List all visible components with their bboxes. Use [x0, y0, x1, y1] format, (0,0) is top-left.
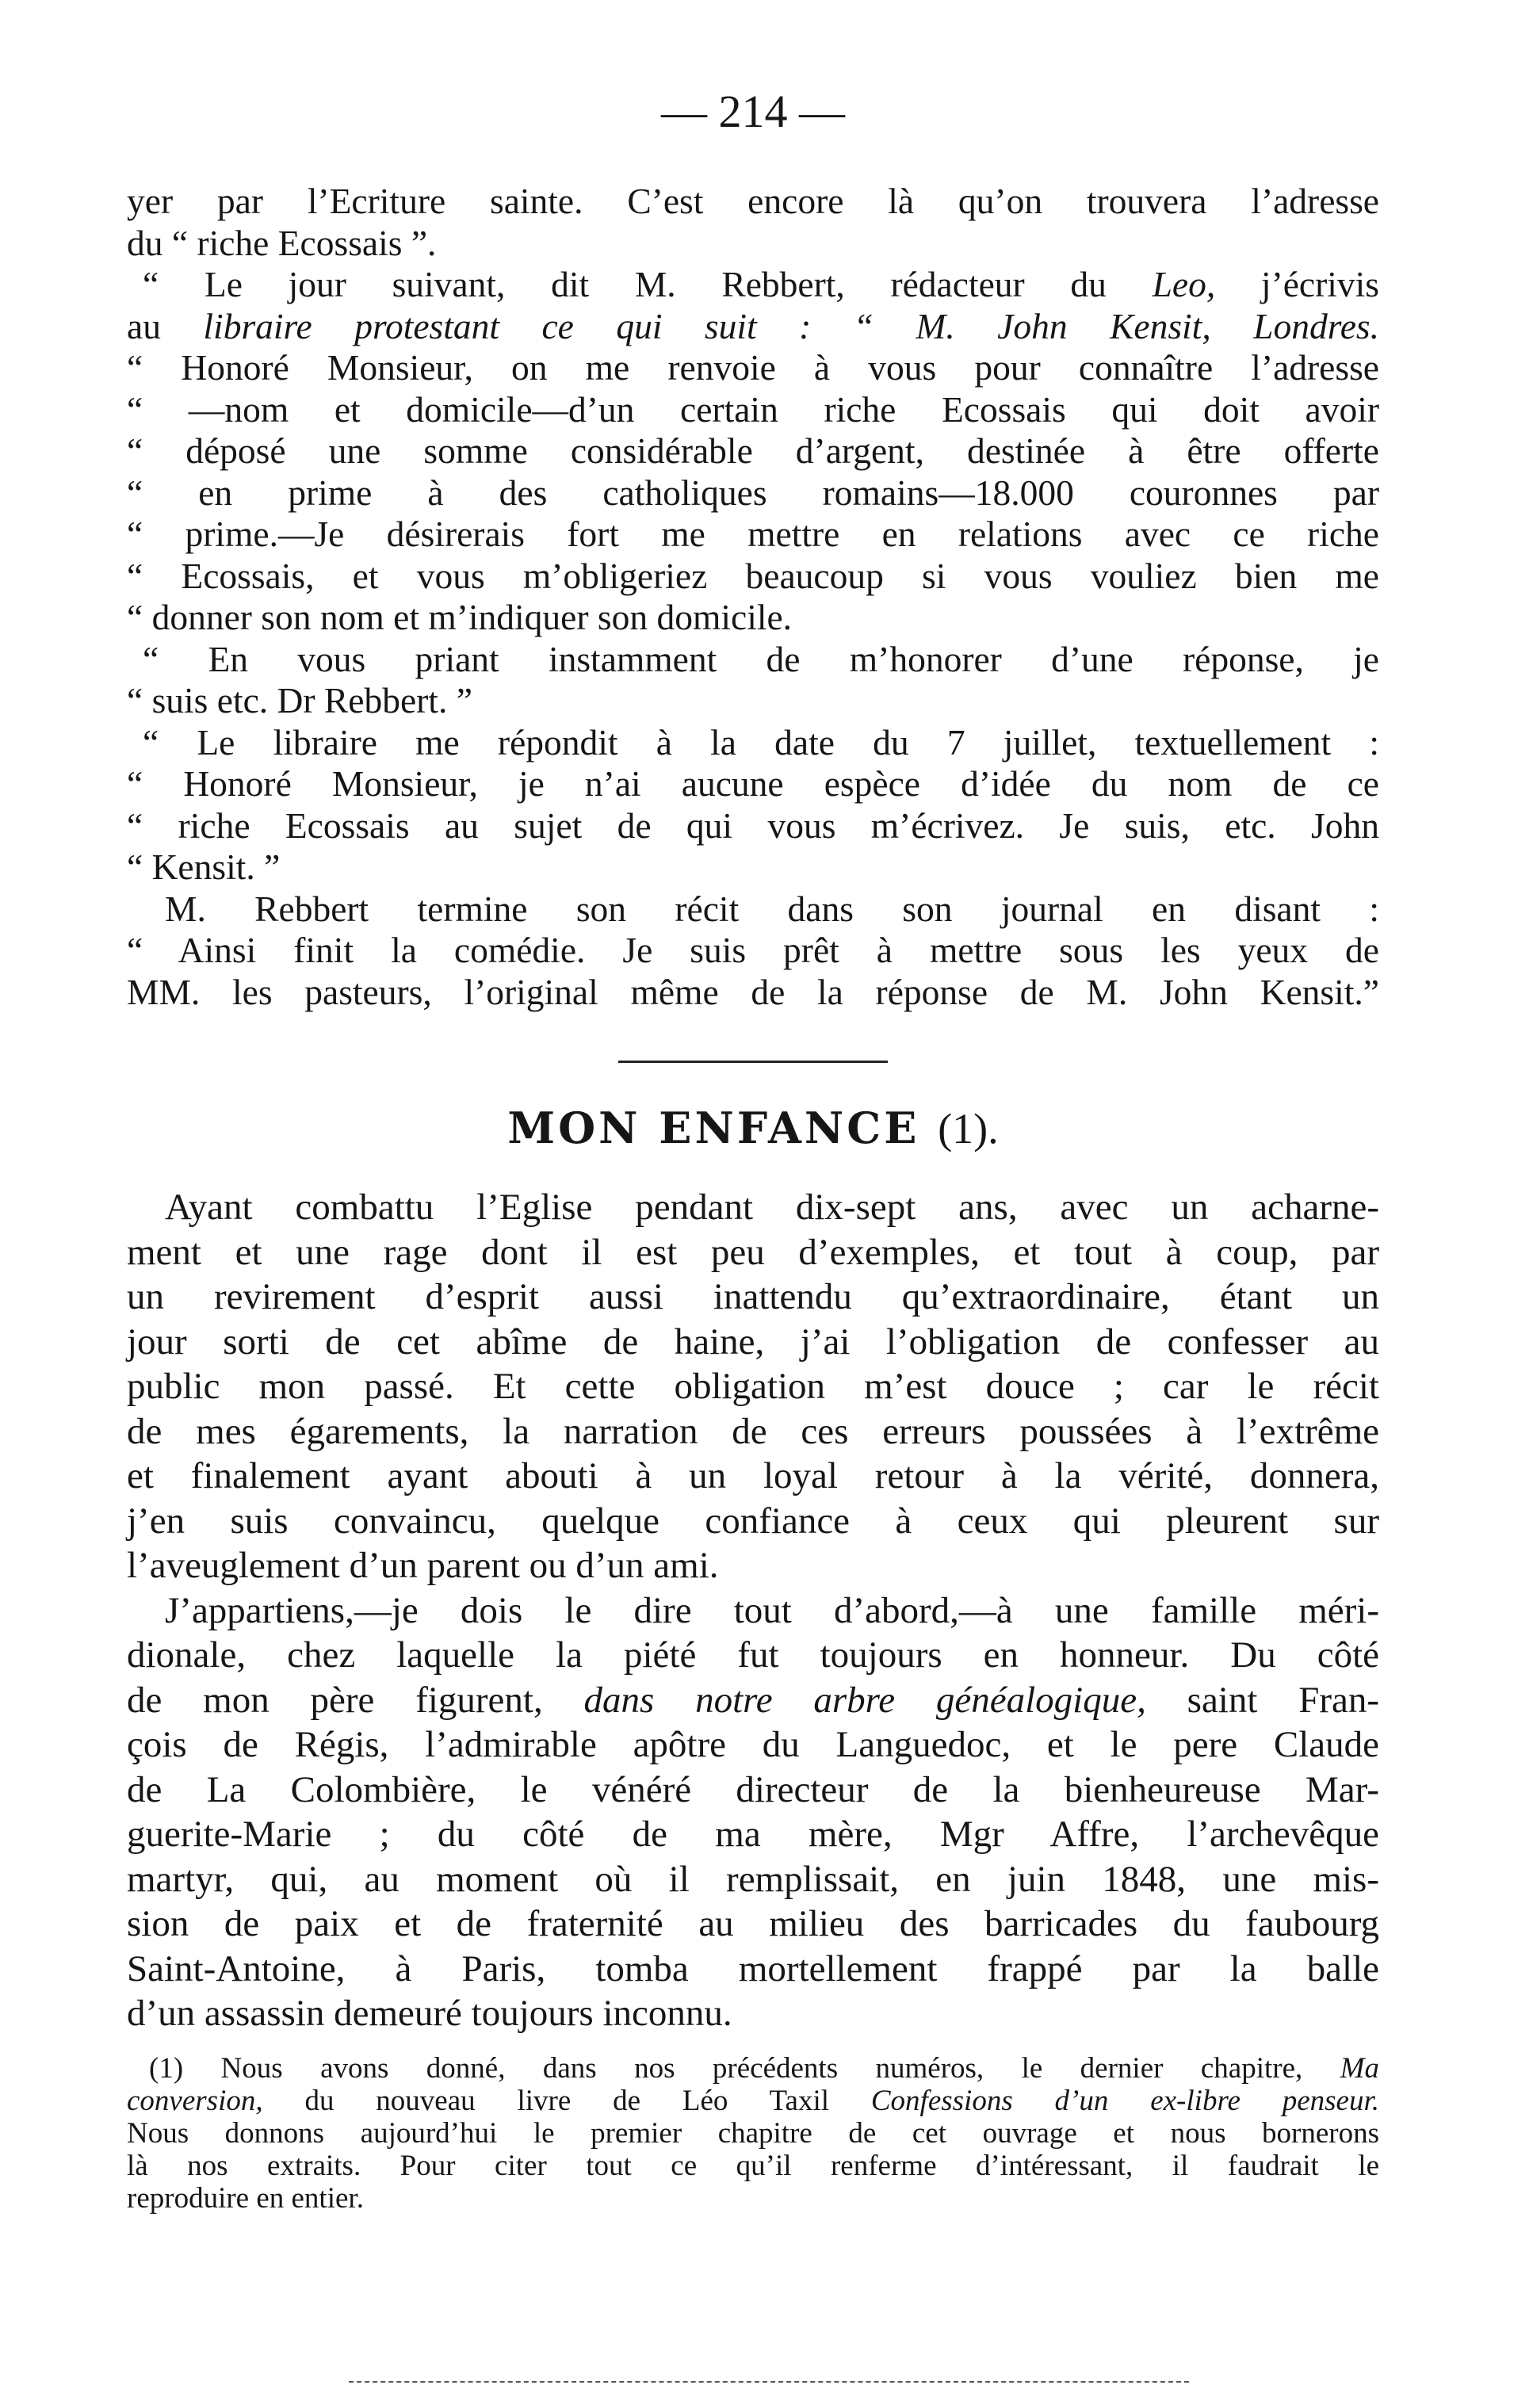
text-line: “ prime.—Je désirerais fort me mettre en relations avec ce riche [127, 514, 1379, 554]
text-line: jour sorti de cet abîme de haine, j’ai l’obligation de confesser au [127, 1321, 1379, 1363]
text-line: “ Honoré Monsieur, on me renvoie à vous pour connaître l’adresse [127, 347, 1379, 388]
text-line: yer par l’Ecriture sainte. C’est encore là qu’on trouvera l’adresse [127, 181, 1379, 221]
text-line: martyr, qui, au moment où il remplissait, en juin 1848, une mis- [127, 1858, 1379, 1900]
text-line [127, 2052, 1379, 2085]
text-line: dionale, chez laquelle la piété fut toujours en honneur. Du côté [127, 1634, 1379, 1676]
continuation-paragraph [127, 181, 1379, 264]
text-line [127, 2085, 1379, 2117]
text-line: “ —nom et domicile—d’un certain riche Ecossais qui doit avoir [127, 388, 1379, 430]
text-line: et finalement ayant abouti à un loyal retour à la vérité, donnera, [127, 1455, 1379, 1496]
text-line: “ Ainsi finit la comédie. Je suis prêt à mettre sous les yeux de [127, 930, 1379, 970]
text-line: d’un assassin demeuré toujours inconnu. [127, 1993, 732, 2034]
text-line: guerite-Marie ; du côté de ma mère, Mgr Affre, l’archevêque [127, 1814, 1379, 1855]
text-line: Nous donnons aujourd’hui le premier chapitre de cet ouvrage et nous bornerons [127, 2116, 1379, 2150]
footnote [127, 2052, 1379, 2215]
text-line [127, 264, 1379, 306]
text-line: “ déposé une somme considérable d’argent, destinée à être offerte [127, 430, 1379, 471]
text-run: (1) Nous avons donné, dans nos précédents numéros, le dernier chapitre, [149, 2051, 1303, 2085]
text-line: j’en suis convaincu, quelque confiance à ceux qui pleurent sur [127, 1500, 1379, 1542]
text-line: là nos extraits. Pour citer tout ce qu’il renferme d’intéressant, il faudrait le [127, 2149, 1379, 2182]
closing-paragraph [127, 639, 1379, 722]
italic-run: Confessions d’un ex-libre penseur. [870, 2084, 1380, 2117]
text-run: “ Le jour suivant, dit M. Rebbert, rédacteur du [143, 264, 1107, 304]
text-line: de mes égarements, la narration de ces erreurs poussées à l’extrême [127, 1410, 1379, 1452]
italic-run: Ma [1340, 2051, 1379, 2085]
italic-run: Leo, [1152, 264, 1216, 304]
book-page [127, 86, 1380, 2215]
section-divider [618, 1061, 888, 1063]
text-line: de La Colombière, le vénéré directeur de la bienheureuse Mar- [127, 1768, 1379, 1810]
text-line: “ suis etc. Dr Rebbert. ” [127, 680, 472, 720]
body-paragraph-2 [127, 1588, 1379, 2036]
bottom-rule [349, 2381, 1189, 2383]
text-line: Ayant combattu l’Eglise pendant dix-sept ans, avec un acharne- [165, 1187, 1379, 1228]
text-line [127, 306, 1379, 348]
text-line: sion de paix et de fraternité au milieu des barricades du faubourg [127, 1903, 1379, 1944]
italic-run: libraire protestant ce qui suit : “ M. John Kensit, Londres. [203, 305, 1379, 346]
text-line: “ En vous priant instamment de m’honorer d’une réponse, je [143, 638, 1379, 679]
text-line: M. Rebbert termine son récit dans son journal en disant : [165, 888, 1379, 929]
text-line: “ en prime à des catholiques romains—18.000 couronnes par [127, 472, 1379, 513]
end-paragraph [127, 889, 1379, 1014]
footnote-reference: (1). [938, 1105, 999, 1152]
text-line: “ Honoré Monsieur, je n’ai aucune espèce d’idée du nom de ce [127, 763, 1379, 804]
text-line: MM. les pasteurs, l’original même de la réponse de M. John Kensit.” [127, 971, 1379, 1012]
text-line: çois de Régis, l’admirable apôtre du Languedoc, et le pere Claude [127, 1724, 1379, 1765]
text-line [127, 1678, 1379, 1723]
italic-run: conversion, [127, 2084, 263, 2117]
text-line: “ Le libraire me répondit à la date du 7 juillet, textuellement : [143, 721, 1379, 763]
text-line: “ donner son nom et m’indiquer son domicile. [127, 597, 793, 637]
text-line: ment et une rage dont il est peu d’exemples, et tout à coup, par [127, 1231, 1379, 1273]
page-number: — 214 — [661, 86, 845, 137]
text-line: public mon passé. Et cette obligation m’est douce ; car le récit [127, 1366, 1379, 1407]
text-line: J’appartiens,—je dois le dire tout d’abord,—à une famille méri- [165, 1589, 1379, 1631]
reply-paragraph [127, 722, 1379, 889]
text-line: l’aveuglement d’un parent ou d’un ami. [127, 1545, 719, 1586]
text-line: un revirement d’esprit aussi inattendu qu’extraordinaire, étant un [127, 1276, 1379, 1317]
text-run: j’écrivis [1260, 264, 1379, 304]
text-line: reproduire en entier. [127, 2181, 364, 2215]
letter-paragraph [127, 264, 1379, 639]
text-run: de mon père figurent, [127, 1679, 543, 1721]
section-title [127, 1103, 1379, 1153]
text-run: saint Fran- [1187, 1679, 1380, 1721]
italic-run: dans notre arbre généalogique, [583, 1679, 1146, 1721]
text-run: au [127, 305, 161, 346]
text-line: “ riche Ecossais au sujet de qui vous m’écrivez. Je suis, etc. John [127, 805, 1379, 846]
text-line: “ Ecossais, et vous m’obligeriez beaucoup si vous vouliez bien me [127, 555, 1379, 596]
text-line: “ Kensit. ” [127, 847, 281, 887]
text-line: Saint-Antoine, à Paris, tomba mortellement frappé par la balle [127, 1947, 1379, 1989]
section-title-text: MON ENFANCE [507, 1103, 920, 1153]
text-line: du “ riche Ecossais ”. [127, 222, 437, 263]
body-paragraph-1 [127, 1185, 1379, 1588]
text-run: du nouveau livre de Léo Taxil [304, 2084, 830, 2117]
